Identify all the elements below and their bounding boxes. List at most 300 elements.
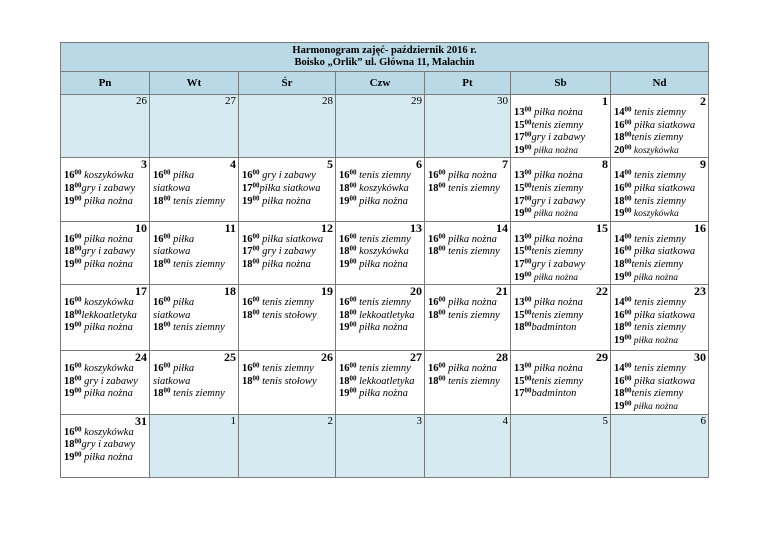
activity-time xyxy=(614,120,632,131)
time-minutes: 00 xyxy=(252,295,260,304)
activity-name: piłka nożna xyxy=(445,363,497,375)
time-minutes: 00 xyxy=(163,386,171,395)
activity-time xyxy=(514,310,532,321)
time-minutes: 00 xyxy=(349,374,357,383)
day-cell xyxy=(61,351,150,414)
time-hour: 15 xyxy=(514,375,525,387)
time-hour: 18 xyxy=(242,258,253,270)
activity-time xyxy=(64,196,82,207)
activity-time xyxy=(514,272,532,283)
time-hour: 18 xyxy=(153,388,164,400)
activity-time xyxy=(614,196,632,207)
time-minutes: 00 xyxy=(524,143,532,152)
activity-name: tenis ziemny xyxy=(531,309,584,321)
activity-name: gry i zabawy xyxy=(81,439,136,451)
activity-time xyxy=(242,363,260,374)
activity-name: gry i zabawy xyxy=(81,246,136,258)
activity-time xyxy=(428,363,446,374)
activity-name: piłka siatkowa xyxy=(631,309,696,321)
time-hour: 17 xyxy=(242,246,253,258)
time-hour: 16 xyxy=(153,363,164,375)
activity-name: piłka nożna xyxy=(631,272,678,283)
time-minutes: 00 xyxy=(524,361,532,370)
time-minutes: 00 xyxy=(524,308,532,317)
time-minutes: 00 xyxy=(624,181,632,190)
day-cell xyxy=(239,414,336,477)
day-number: 23 xyxy=(694,284,707,299)
activity-entry xyxy=(61,452,149,465)
time-hour: 17 xyxy=(514,388,525,400)
time-minutes: 00 xyxy=(349,168,357,177)
activity-time xyxy=(64,388,82,399)
activity-time xyxy=(514,107,532,118)
time-minutes: 00 xyxy=(252,361,260,370)
activity-entry xyxy=(150,388,238,401)
time-hour: 14 xyxy=(614,170,625,182)
day-number: 4 xyxy=(502,414,508,427)
week-row xyxy=(61,221,709,284)
time-hour: 16 xyxy=(242,363,253,375)
time-minutes: 00 xyxy=(349,361,357,370)
time-minutes: 00 xyxy=(349,194,357,203)
activity-name: piłka xyxy=(170,233,195,245)
activity-time xyxy=(428,234,446,245)
activity-time xyxy=(339,196,357,207)
time-hour: 16 xyxy=(242,170,253,182)
activity-entry xyxy=(150,297,238,310)
day-number: 1 xyxy=(602,94,608,108)
time-minutes: 00 xyxy=(252,308,260,317)
activity-name: koszykówka xyxy=(356,246,409,258)
activity-time xyxy=(64,363,82,374)
time-hour: 19 xyxy=(514,208,525,220)
activity-time xyxy=(428,246,446,257)
time-minutes: 00 xyxy=(624,295,632,304)
activity-time xyxy=(64,376,82,387)
activity-time xyxy=(614,310,632,321)
activity-time xyxy=(153,170,171,181)
time-minutes: 00 xyxy=(624,130,632,139)
time-hour: 19 xyxy=(514,271,525,283)
time-minutes: 00 xyxy=(74,450,82,459)
activity-name: piłka siatkowa xyxy=(631,246,696,258)
activity-name: tenis ziemny xyxy=(631,363,686,375)
day-cell xyxy=(511,285,611,351)
day-cell xyxy=(611,414,709,477)
activity-name: piłka nożna xyxy=(356,258,408,270)
activity-time xyxy=(614,376,632,387)
time-minutes: 00 xyxy=(624,118,632,127)
day-number: 19 xyxy=(321,284,333,299)
time-minutes: 00 xyxy=(524,181,532,190)
day-cell xyxy=(61,158,150,221)
day-cell xyxy=(336,414,425,477)
activity-time xyxy=(64,234,82,245)
activity-time xyxy=(339,259,357,270)
time-minutes: 00 xyxy=(163,320,171,329)
activity-name: piłka nożna xyxy=(531,363,583,375)
activity-name: piłka nożna xyxy=(81,195,133,207)
activity-name: koszykówka xyxy=(81,297,134,309)
activity-name: piłka nożna xyxy=(356,195,408,207)
activity-entry xyxy=(611,335,708,348)
day-number: 2 xyxy=(327,414,333,427)
activity-time xyxy=(64,310,82,321)
activity-time xyxy=(614,272,632,283)
time-minutes: 00 xyxy=(624,206,632,215)
activity-entry xyxy=(150,234,238,247)
activity-name: gry i zabawy xyxy=(259,170,316,182)
activity-name: tenis ziemny xyxy=(531,119,584,131)
time-hour: 16 xyxy=(339,233,350,245)
day-number: 28 xyxy=(496,350,508,365)
activity-name: piłka nożna xyxy=(81,233,133,245)
time-hour: 18 xyxy=(614,258,625,270)
time-minutes: 00 xyxy=(524,105,532,114)
day-cell xyxy=(336,158,425,221)
time-hour: 17 xyxy=(514,258,525,270)
activity-name: tenis ziemny xyxy=(631,297,686,309)
activity-name: piłka nożna xyxy=(445,233,497,245)
day-number: 3 xyxy=(416,414,422,427)
activity-name: tenis ziemny xyxy=(356,297,411,309)
time-hour: 18 xyxy=(614,322,625,334)
activity-time xyxy=(339,183,357,194)
activity-name: tenis ziemny xyxy=(356,170,411,182)
activity-time xyxy=(514,170,532,181)
time-hour: 16 xyxy=(64,233,75,245)
day-number: 15 xyxy=(596,220,608,235)
activity-time xyxy=(614,208,632,219)
schedule-calendar xyxy=(60,42,709,478)
day-cell xyxy=(239,158,336,221)
time-hour: 18 xyxy=(153,195,164,207)
activity-time xyxy=(242,376,260,387)
weekday-header-row xyxy=(61,72,709,95)
activity-time xyxy=(242,246,260,257)
day-number: 21 xyxy=(496,284,508,299)
activity-name: tenis ziemny xyxy=(531,375,584,387)
day-number: 24 xyxy=(135,350,147,365)
day-cell xyxy=(150,285,239,351)
activity-entry xyxy=(150,196,238,209)
day-cell xyxy=(150,414,239,477)
day-cell xyxy=(511,351,611,414)
time-hour: 18 xyxy=(339,246,350,258)
day-cell xyxy=(150,221,239,284)
time-minutes: 00 xyxy=(349,295,357,304)
time-hour: 16 xyxy=(614,119,625,131)
time-hour: 19 xyxy=(242,195,253,207)
activity-time xyxy=(153,196,171,207)
activity-time xyxy=(514,196,532,207)
day-cell xyxy=(511,414,611,477)
activity-entry xyxy=(511,145,610,158)
activity-time xyxy=(614,132,632,143)
day-number: 10 xyxy=(135,220,147,235)
time-hour: 18 xyxy=(339,375,350,387)
activity-name: tenis ziemny xyxy=(631,107,686,118)
activity-name: gry i zabawy xyxy=(81,375,138,387)
activity-time xyxy=(339,376,357,387)
activity-time xyxy=(514,145,532,156)
weekday-header: Czw xyxy=(336,72,425,95)
time-hour: 14 xyxy=(614,233,625,245)
time-minutes: 00 xyxy=(524,244,532,253)
time-minutes: 00 xyxy=(74,386,82,395)
activity-name: piłka nożna xyxy=(81,388,133,400)
activity-time xyxy=(514,322,532,333)
weekday-header: Pt xyxy=(425,72,511,95)
activity-name: tenis ziemny xyxy=(259,297,314,309)
week-row xyxy=(61,95,709,158)
activity-name: siatkowa xyxy=(153,182,191,194)
time-hour: 18 xyxy=(428,375,439,387)
activity-name: tenis ziemny xyxy=(531,182,584,194)
activity-name: tenis ziemny xyxy=(631,322,686,334)
activity-name: tenis ziemny xyxy=(631,195,686,207)
time-minutes: 00 xyxy=(624,270,632,279)
time-hour: 18 xyxy=(614,195,625,207)
time-minutes: 00 xyxy=(74,320,82,329)
time-minutes: 00 xyxy=(74,308,82,317)
activity-name: piłka nożna xyxy=(81,451,133,463)
time-hour: 19 xyxy=(339,388,350,400)
day-cell xyxy=(61,95,150,158)
activity-time xyxy=(339,322,357,333)
activity-entry xyxy=(425,246,510,259)
time-hour: 18 xyxy=(153,322,164,334)
day-cell xyxy=(61,221,150,284)
activity-entry xyxy=(336,196,424,209)
activity-entry xyxy=(511,388,610,401)
day-number: 5 xyxy=(327,157,333,172)
day-number: 25 xyxy=(224,350,236,365)
time-hour: 16 xyxy=(242,297,253,309)
time-hour: 13 xyxy=(514,363,525,375)
time-minutes: 00 xyxy=(438,361,446,370)
day-number: 2 xyxy=(700,94,707,108)
day-cell xyxy=(611,158,709,221)
time-hour: 19 xyxy=(64,195,75,207)
title-line-1: Harmonogram zajęć- październik 2016 r. xyxy=(292,45,477,56)
time-minutes: 00 xyxy=(438,308,446,317)
activity-entry xyxy=(239,376,335,389)
activity-time xyxy=(514,208,532,219)
activity-name: siatkowa xyxy=(153,309,191,321)
day-cell xyxy=(239,221,336,284)
activity-name: gry i zabawy xyxy=(531,258,586,270)
day-cell xyxy=(239,285,336,351)
activity-name: piłka nożna xyxy=(531,233,583,245)
activity-name: koszykówka xyxy=(81,170,134,182)
time-hour: 16 xyxy=(428,233,439,245)
day-cell xyxy=(611,351,709,414)
activity-name: koszykówka xyxy=(631,145,679,156)
day-number: 6 xyxy=(416,157,422,172)
time-minutes: 00 xyxy=(74,244,82,253)
day-number: 9 xyxy=(700,157,707,172)
time-hour: 19 xyxy=(614,208,625,220)
activity-name: piłka xyxy=(170,170,195,182)
activity-entry xyxy=(150,259,238,272)
activity-time xyxy=(64,170,82,181)
activity-name: gry i zabawy xyxy=(531,195,586,207)
time-hour: 16 xyxy=(153,297,164,309)
time-minutes: 00 xyxy=(163,257,171,266)
time-minutes: 00 xyxy=(74,361,82,370)
time-hour: 16 xyxy=(614,375,625,387)
time-hour: 19 xyxy=(64,322,75,334)
time-minutes: 00 xyxy=(252,232,260,241)
day-cell xyxy=(61,414,150,477)
activity-time xyxy=(614,388,632,399)
activity-name: tenis ziemny xyxy=(170,388,225,400)
time-hour: 14 xyxy=(614,107,625,118)
activity-name: piłka nożna xyxy=(531,297,583,309)
time-hour: 14 xyxy=(614,297,625,309)
time-hour: 14 xyxy=(614,363,625,375)
day-number: 7 xyxy=(502,157,508,172)
activity-name: tenis ziemny xyxy=(445,375,500,387)
activity-entry xyxy=(425,310,510,323)
time-hour: 13 xyxy=(514,107,525,118)
time-minutes: 00 xyxy=(163,168,171,177)
time-hour: 18 xyxy=(614,388,625,400)
activity-name: tenis ziemny xyxy=(259,363,314,375)
activity-time xyxy=(614,234,632,245)
activity-entry xyxy=(239,310,335,323)
week-row xyxy=(61,158,709,221)
time-minutes: 00 xyxy=(252,181,260,190)
activity-name: siatkowa xyxy=(153,375,191,387)
activity-time xyxy=(428,183,446,194)
activity-time xyxy=(614,107,632,118)
day-number: 16 xyxy=(694,220,707,235)
time-minutes: 00 xyxy=(524,374,532,383)
day-cell xyxy=(611,221,709,284)
day-cell xyxy=(61,285,150,351)
activity-time xyxy=(514,120,532,131)
activity-time xyxy=(428,310,446,321)
time-hour: 18 xyxy=(514,322,525,334)
time-minutes: 00 xyxy=(624,399,632,408)
activity-time xyxy=(242,310,260,321)
activity-name: koszykówka xyxy=(81,426,134,438)
calendar-weeks xyxy=(61,95,709,478)
time-minutes: 00 xyxy=(349,308,357,317)
activity-time xyxy=(428,297,446,308)
activity-time xyxy=(339,310,357,321)
time-minutes: 00 xyxy=(349,320,357,329)
time-minutes: 00 xyxy=(74,181,82,190)
day-cell xyxy=(511,95,611,158)
activity-entry xyxy=(511,272,610,285)
time-minutes: 00 xyxy=(624,308,632,317)
activity-name: piłka nożna xyxy=(531,209,578,220)
weekday-header: Śr xyxy=(239,72,336,95)
activity-time xyxy=(64,322,82,333)
time-hour: 18 xyxy=(242,309,253,321)
time-minutes: 00 xyxy=(74,257,82,266)
time-hour: 17 xyxy=(514,132,525,144)
day-number: 26 xyxy=(136,95,147,107)
time-hour: 16 xyxy=(153,233,164,245)
activity-time xyxy=(614,363,632,374)
time-hour: 19 xyxy=(64,451,75,463)
day-number: 22 xyxy=(596,284,608,299)
activity-entry xyxy=(61,196,149,209)
time-hour: 16 xyxy=(614,309,625,321)
day-number: 27 xyxy=(225,95,236,107)
time-hour: 18 xyxy=(428,246,439,258)
activity-name: tenis ziemny xyxy=(631,258,684,270)
time-minutes: 00 xyxy=(624,168,632,177)
day-cell xyxy=(425,95,511,158)
day-cell xyxy=(336,351,425,414)
time-minutes: 00 xyxy=(438,232,446,241)
activity-time xyxy=(428,376,446,387)
activity-entry xyxy=(425,376,510,389)
time-minutes: 00 xyxy=(524,130,532,139)
time-hour: 17 xyxy=(242,182,253,194)
time-hour: 16 xyxy=(614,182,625,194)
activity-time xyxy=(242,259,260,270)
activity-time xyxy=(339,297,357,308)
activity-name: piłka siatkowa xyxy=(631,119,696,131)
title-line-2: Boisko „Orlik” ul. Główna 11, Malachin xyxy=(294,57,475,68)
activity-time xyxy=(614,401,632,412)
activity-entry xyxy=(336,259,424,272)
day-number: 6 xyxy=(700,414,707,427)
time-minutes: 00 xyxy=(524,206,532,215)
time-minutes: 00 xyxy=(349,386,357,395)
activity-time xyxy=(339,170,357,181)
time-hour: 16 xyxy=(614,246,625,258)
activity-name: tenis ziemny xyxy=(631,233,686,245)
time-hour: 13 xyxy=(514,297,525,309)
activity-name: piłka nożna xyxy=(531,107,583,118)
activity-name: badminton xyxy=(531,388,577,400)
time-minutes: 00 xyxy=(624,320,632,329)
time-hour: 19 xyxy=(614,400,625,412)
activity-name: gry i zabawy xyxy=(81,182,136,194)
time-hour: 19 xyxy=(514,144,525,156)
activity-name: piłka siatkowa xyxy=(631,182,696,194)
activity-entry xyxy=(511,208,610,221)
activity-time xyxy=(339,363,357,374)
activity-entry xyxy=(511,322,610,335)
time-hour: 16 xyxy=(153,170,164,182)
activity-name: tenis ziemny xyxy=(631,170,686,182)
time-hour: 18 xyxy=(339,309,350,321)
day-number: 17 xyxy=(135,284,147,299)
activity-name: piłka nożna xyxy=(81,322,133,334)
time-hour: 18 xyxy=(64,182,75,194)
activity-time xyxy=(614,145,632,156)
time-minutes: 00 xyxy=(524,386,532,395)
day-cell xyxy=(239,351,336,414)
time-hour: 15 xyxy=(514,309,525,321)
week-row xyxy=(61,414,709,477)
time-hour: 16 xyxy=(428,170,439,182)
activity-name: lekkoatletyka xyxy=(81,309,137,321)
activity-time xyxy=(242,196,260,207)
activity-name: tenis ziemny xyxy=(445,246,500,258)
activity-time xyxy=(614,170,632,181)
time-minutes: 00 xyxy=(624,374,632,383)
day-cell xyxy=(336,95,425,158)
